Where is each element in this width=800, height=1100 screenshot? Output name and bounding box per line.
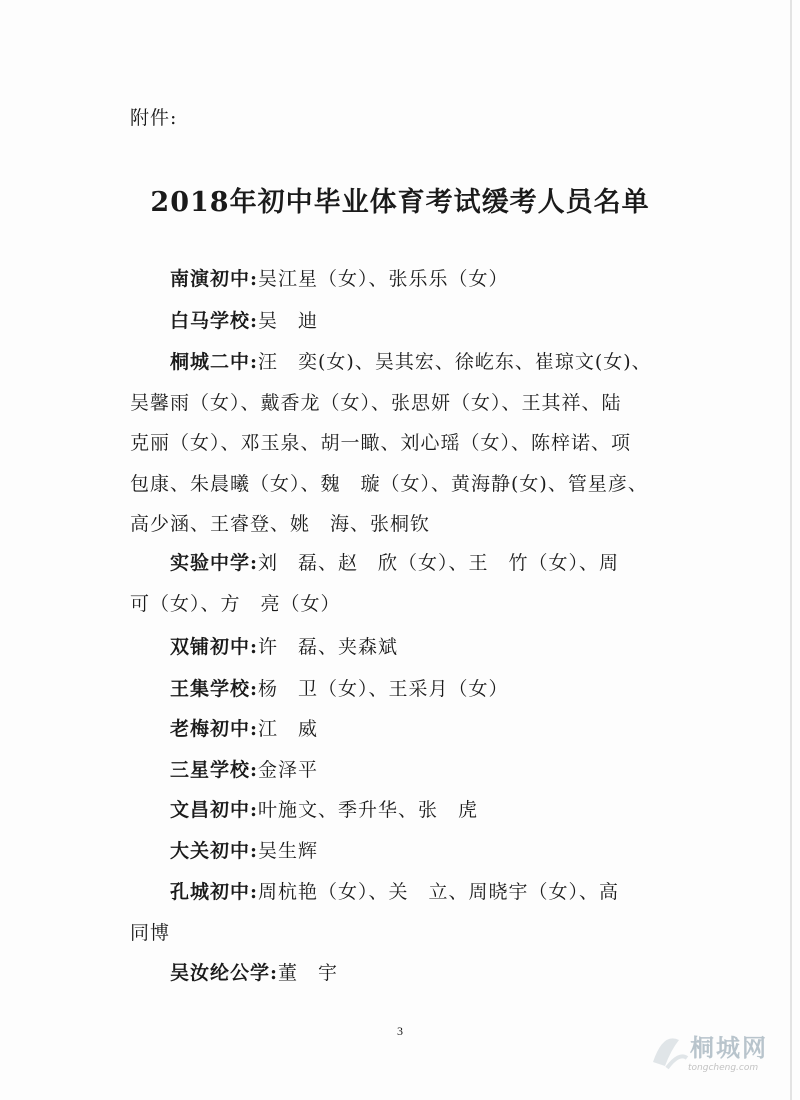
watermark-url: tongcheng.com xyxy=(688,1063,759,1073)
school-name: 文昌初中: xyxy=(170,799,259,821)
student-names: 许 磊、夹森斌 xyxy=(258,636,399,658)
watermark-text: 桐城网 xyxy=(690,1034,768,1062)
school-name: 大关初中: xyxy=(170,840,259,862)
entry-line-first xyxy=(170,960,338,986)
entry-line-first xyxy=(170,634,398,660)
entry-line-continuation: 高少涵、王睿登、姚 海、张桐钦 xyxy=(130,513,431,535)
school-name: 白马学校: xyxy=(170,310,259,332)
document-title: 2018年初中毕业体育考试缓考人员名单 xyxy=(150,187,650,218)
entry-line-first xyxy=(170,757,318,783)
school-name: 桐城二中: xyxy=(170,351,259,373)
school-name: 老梅初中: xyxy=(170,718,259,740)
entry-line-continuation: 包康、朱晨曦（女）、魏 璇（女）、黄海静(女)、管星彦、 xyxy=(130,472,648,495)
school-name: 实验中学: xyxy=(170,552,259,574)
school-name: 吴汝纶公学: xyxy=(170,962,279,984)
entry-line-first xyxy=(170,879,619,905)
student-names: 汪 奕(女)、吴其宏、徐屹东、崔琼文(女)、 xyxy=(258,351,652,373)
student-names: 吴 迪 xyxy=(258,310,319,332)
school-name: 孔城初中: xyxy=(170,881,259,903)
entry-line-first xyxy=(170,838,318,864)
student-names: 金泽平 xyxy=(258,759,319,781)
entry-line-first xyxy=(170,266,509,292)
entry-line-continuation: 克丽（女）、邓玉泉、胡一瞰、刘心瑶（女）、陈梓诺、项 xyxy=(130,432,632,454)
attachment-label: 附件: xyxy=(130,107,178,129)
entry-line-continuation: 可（女）、方 亮（女） xyxy=(130,592,341,615)
school-name: 双铺初中: xyxy=(170,636,259,658)
school-name: 王集学校: xyxy=(170,678,259,700)
entry-line-first xyxy=(170,349,652,375)
entry-line-continuation: 吴馨雨（女）、戴香龙（女）、张思妍（女）、王其祥、陆 xyxy=(130,391,622,414)
page-number: 3 xyxy=(397,1024,403,1038)
entry-line-first xyxy=(170,797,478,823)
student-names: 刘 磊、赵 欣（女）、王 竹（女）、周 xyxy=(258,552,620,574)
student-names: 周杭艳（女）、关 立、周晓宇（女）、高 xyxy=(258,881,620,903)
school-name: 三星学校: xyxy=(170,759,259,781)
entry-line-first xyxy=(170,676,509,702)
student-names: 叶施文、季升华、张 虎 xyxy=(258,799,479,821)
entry-line-first xyxy=(170,716,318,742)
student-names: 江 威 xyxy=(258,718,319,740)
school-name: 南演初中: xyxy=(170,268,259,290)
entry-line-first xyxy=(170,308,318,334)
student-names: 杨 卫（女）、王采月（女） xyxy=(258,678,509,700)
entry-line-continuation: 同博 xyxy=(130,921,171,944)
entry-line-first xyxy=(170,550,619,576)
student-names: 吴江星（女）、张乐乐（女） xyxy=(258,268,509,290)
student-names: 吴生辉 xyxy=(258,840,319,862)
student-names: 董 宇 xyxy=(278,962,339,984)
